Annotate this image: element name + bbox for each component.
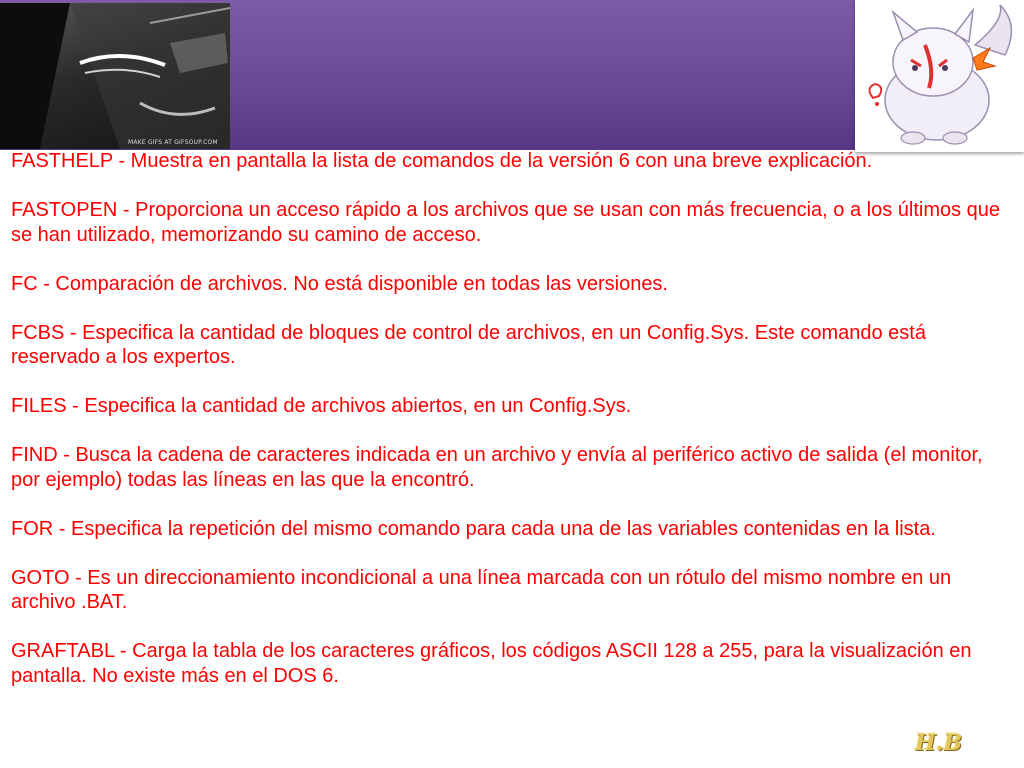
command-item-fcbs: FCBS - Especifica la cantidad de bloques de control de archivos, en un Config.Sys. Este comando está reservado a los expertos. — [11, 321, 926, 368]
gif-watermark: MAKE GIFS AT GIFSOUP.COM — [128, 139, 218, 146]
command-list — [11, 149, 1016, 713]
anime-gif-image — [0, 3, 230, 149]
command-item-fastopen: FASTOPEN - Proporciona un acceso rápido a los archivos que se usan con más frecuencia, o a los últimos que se han utilizado, memorizando su camino de acceso. — [11, 199, 1001, 246]
author-signature: H.B — [915, 730, 963, 756]
command-item-find: FIND - Busca la cadena de caracteres indicada en un archivo y envía al periférico activo de salida (el monitor, por ejemplo) todas las líneas en las que la encontró. — [11, 444, 983, 491]
wolf-cartoon-image — [855, 0, 1024, 152]
command-item-fasthelp: FASTHELP - Muestra en pantalla la lista de comandos de la versión 6 con una breve explicación. — [11, 150, 873, 172]
command-item-fc: FC - Comparación de archivos. No está disponible en todas las versiones. — [11, 272, 668, 295]
wolf-icon — [855, 0, 1024, 152]
command-item-graftabl: GRAFTABL - Carga la tabla de los caracteres gráficos, los códigos ASCII 128 a 255, para la visualización en pantalla. No existe más en el DOS 6. — [11, 640, 972, 687]
command-item-for: FOR - Especifica la repetición del mismo comando para cada una de las variables contenidas en la lista. — [11, 517, 936, 540]
command-item-goto: GOTO - Es un direccionamiento incondicional a una línea marcada con un rótulo del mismo nombre en un archivo .BAT. — [11, 566, 952, 613]
anime-face-illustration — [0, 3, 230, 149]
command-item-files: FILES - Especifica la cantidad de archivos abiertos, en un Config.Sys. — [11, 395, 632, 417]
